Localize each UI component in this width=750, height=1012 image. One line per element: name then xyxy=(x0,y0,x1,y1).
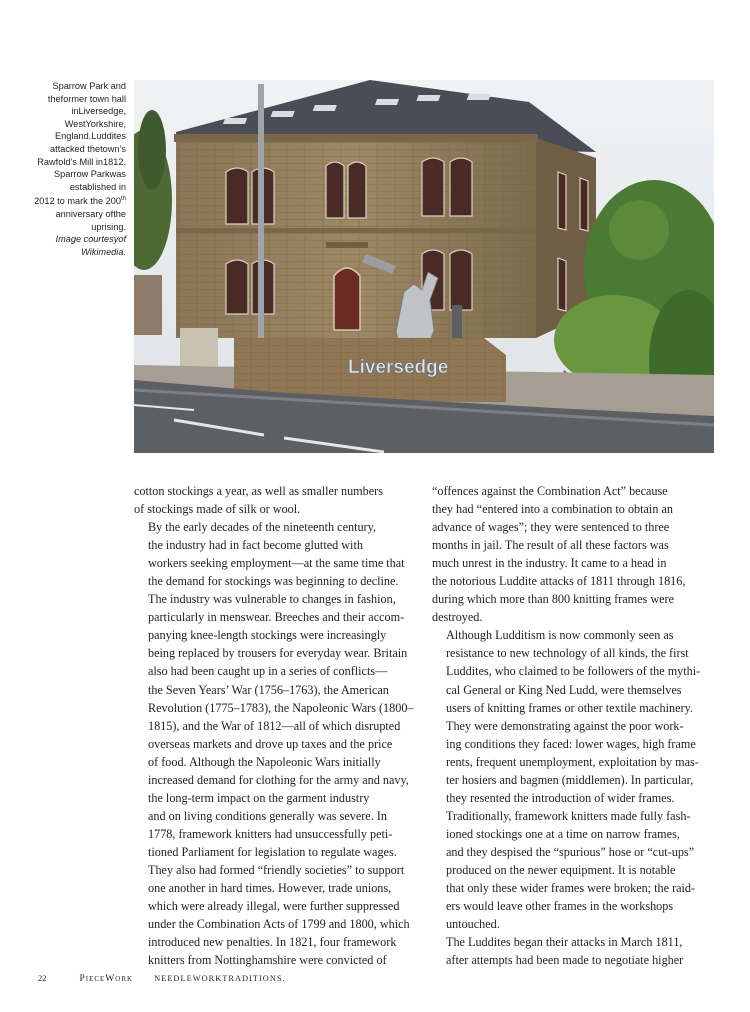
side-shed xyxy=(134,275,162,335)
text-line: they had “entered into a combination to obtain an xyxy=(432,502,673,517)
text-line: Luddites, who claimed to be followers of the mythi- xyxy=(446,664,701,679)
text-line: under the Combination Acts of 1799 and 1800, which xyxy=(148,917,410,932)
text-line: introduced new penalties. In 1821, four framework xyxy=(148,935,397,950)
text-line: The industry was vulnerable to changes in fashion, xyxy=(148,592,396,607)
caption-line: 1812. Sparrow Park xyxy=(54,156,126,180)
caption-credit-line: of Wikimedia. xyxy=(81,234,126,257)
text-line: increased demand for clothing for the army and navy, xyxy=(148,772,409,787)
caption-line: Liversedge, West xyxy=(64,106,126,129)
page-footer xyxy=(38,974,286,984)
text-line: produced on the newer equipment. It is notable xyxy=(446,862,676,877)
text-line: particularly in menswear. Breeches and their accom- xyxy=(148,610,405,625)
text-line: during which more than 800 knitting frames were xyxy=(432,592,674,607)
utility-box xyxy=(180,328,218,366)
caption-credit-line: Image courtesy xyxy=(55,234,119,245)
caption-line: anniversary of xyxy=(55,209,114,219)
town-hall-photo xyxy=(134,80,714,453)
text-line: months in jail. The result of all these factors was xyxy=(432,538,669,553)
text-line: much unrest in the industry. It came to a head in xyxy=(432,556,667,571)
text-line: Revolution (1775–1783), the Napoleonic Wars (1800– xyxy=(148,700,414,715)
text-line: one another in hard times. However, trade unions, xyxy=(148,881,392,896)
website: NEEDLEWORKTRADITIONS. xyxy=(154,974,286,983)
text-column-right xyxy=(432,482,704,969)
text-line: the industry had in fact become glutted with xyxy=(148,538,363,553)
caption-line: was established in xyxy=(69,169,126,192)
text-column-left xyxy=(134,482,414,969)
caption-line: 2012 to mark the 200th xyxy=(34,196,126,207)
text-line: of stockings made of silk or wool. xyxy=(134,502,301,517)
text-line: which were already illegal, were further suppressed xyxy=(148,899,400,914)
text-line: cotton stockings a year, as well as smaller numbers xyxy=(134,484,383,498)
town-hall-illustration xyxy=(134,80,714,453)
text-line: workers seeking employment—at the same time that xyxy=(148,556,405,571)
text-line: destroyed. xyxy=(432,610,483,625)
text-line: 1778, framework knitters had unsuccessfully peti- xyxy=(148,826,393,841)
text-line: Traditionally, framework knitters made fully fash- xyxy=(446,808,691,823)
text-line: users of knitting frames or other textile machinery. xyxy=(446,700,693,715)
text-line: the long-term impact on the garment industry xyxy=(148,790,370,805)
text-line: being replaced by trousers for everyday wear. Britain xyxy=(148,646,408,661)
text-line: the Seven Years’ War (1756–1763), the American xyxy=(148,682,389,697)
text-line: “offences against the Combination Act” because xyxy=(432,484,668,498)
caption-line: Yorkshire, England. xyxy=(54,118,126,142)
text-line: ing conditions they faced: lower wages, high frame xyxy=(446,736,696,751)
text-line: untouched. xyxy=(446,917,500,932)
text-line: of food. Although the Napoleonic Wars initially xyxy=(148,754,381,769)
text-line: They also had formed “friendly societies” to support xyxy=(148,862,405,877)
text-line: after attempts had been made to negotiate higher xyxy=(446,953,684,968)
caption-line: the uprising. xyxy=(91,209,126,232)
magazine-name: PieceWork xyxy=(79,974,134,984)
text-line: panying knee-length stockings were increasingly xyxy=(148,628,387,643)
paragraph xyxy=(134,518,414,969)
text-line: and they despised the “spurious” hose or “cut-ups” xyxy=(446,844,695,859)
paragraph xyxy=(134,482,406,518)
text-line: the notorious Luddite attacks of 1811 through 1816, xyxy=(432,574,686,589)
text-line: ioned stockings one at a time on narrow frames, xyxy=(446,826,680,841)
caption-line: Sparrow Park and the xyxy=(47,81,126,104)
caption-line: Luddites attacked the xyxy=(50,131,126,154)
text-line: knitters from Nottinghamshire were convicted of xyxy=(148,953,387,968)
paragraph xyxy=(432,626,704,933)
caption-lines xyxy=(20,80,126,193)
caption-line: former town hall in xyxy=(60,93,126,117)
text-line: They were demonstrating against the poor work- xyxy=(446,718,684,733)
text-line: that only these wider frames were broken; the raid- xyxy=(446,881,696,896)
town-hall-building xyxy=(174,134,596,338)
paragraph xyxy=(432,482,704,626)
text-line: also had been caught up in a series of conflicts— xyxy=(148,664,388,679)
text-line: ers would leave other frames in the workshops xyxy=(446,899,674,914)
sign-lettering: Liversedge xyxy=(348,357,449,378)
paragraph xyxy=(432,933,704,969)
caption-lines-after xyxy=(20,208,126,233)
text-line: Although Ludditism is now commonly seen as xyxy=(446,628,674,643)
page-number: 22 xyxy=(38,974,47,983)
text-line: advance of wages”; they were sentenced to three xyxy=(432,520,670,535)
caption-line: town’s Rawfold’s Mill in xyxy=(37,143,126,167)
photo-caption xyxy=(20,80,126,258)
image-credit xyxy=(20,233,126,258)
superscript: th xyxy=(120,196,126,203)
text-line: they resented the introduction of wider frames. xyxy=(446,790,675,805)
text-line: The Luddites began their attacks in March 1811, xyxy=(446,935,683,950)
text-line: rents, frequent unemployment, exploitation by mas- xyxy=(446,754,699,769)
text-line: and on living conditions generally was severe. In xyxy=(148,808,387,823)
text-line: tioned Parliament for legislation to regulate wages. xyxy=(148,844,397,859)
text-line: resistance to new technology of all kinds, the first xyxy=(446,646,689,661)
text-line: overseas markets and drove up taxes and the price xyxy=(148,736,393,751)
text-line: the demand for stockings was beginning to decline. xyxy=(148,574,399,589)
text-line: ter hosiers and bagmen (middlemen). In particular, xyxy=(446,772,694,787)
front-door xyxy=(334,268,360,330)
text-line: cal General or King Ned Ludd, were themselves xyxy=(446,682,682,697)
text-line: 1815), and the War of 1812—all of which disrupted xyxy=(148,718,401,733)
text-line: By the early decades of the nineteenth century, xyxy=(148,520,376,535)
